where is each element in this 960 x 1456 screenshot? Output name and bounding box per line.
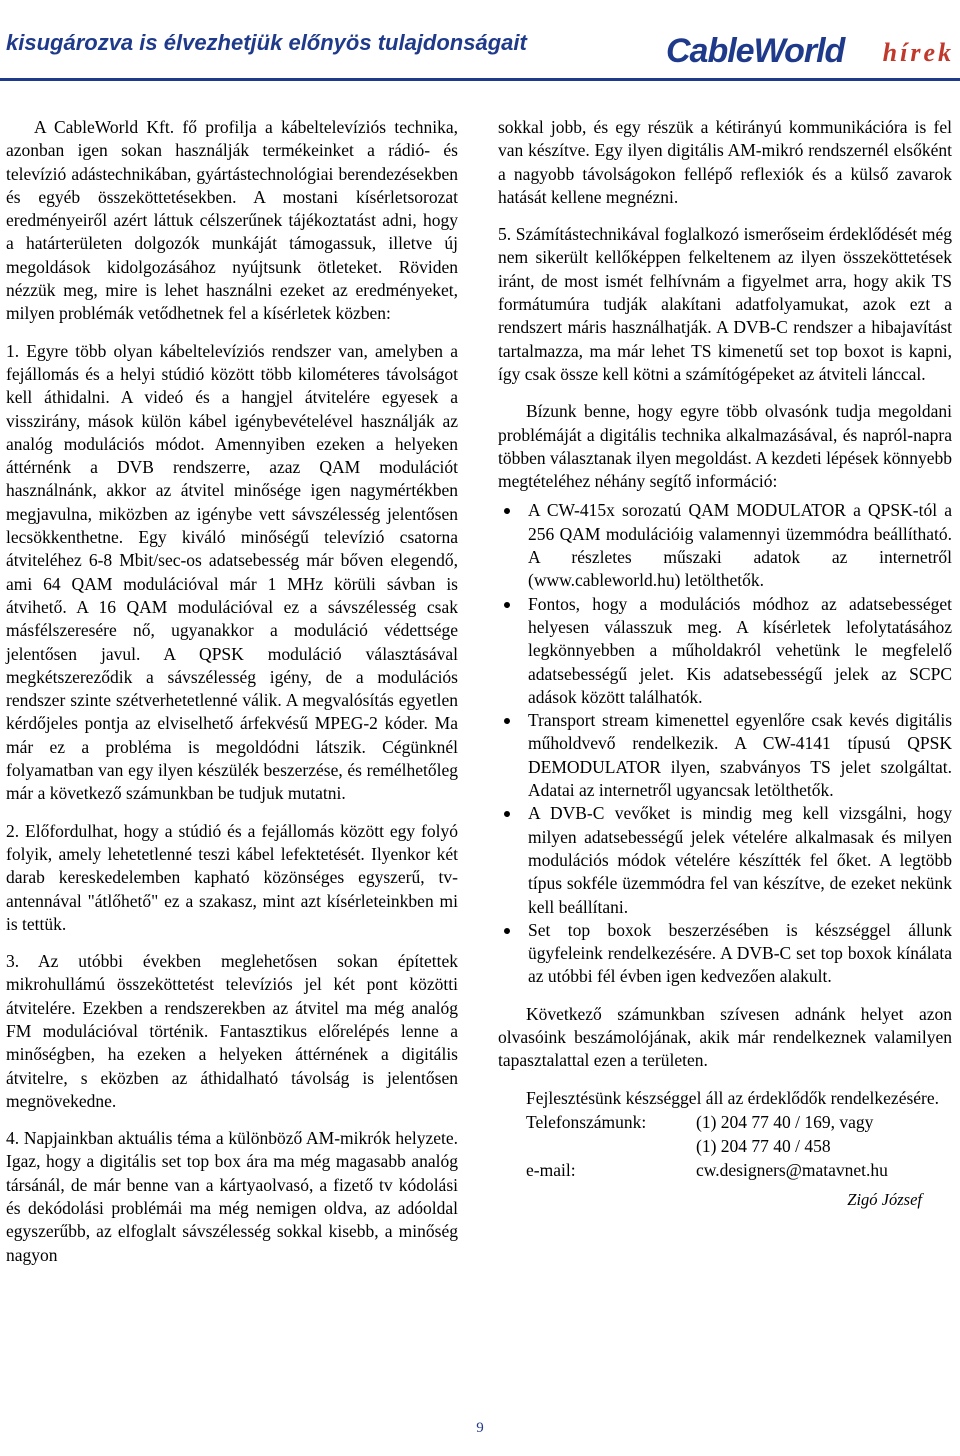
email-address: cw.designers@matavnet.hu	[696, 1159, 888, 1180]
paragraph-2: 2. Előfordulhat, hogy a stúdió és a fejállomás között egy folyó folyik, amely lehetetlenné teszi kábel lefektetését. Ilyenkor két darab kereskedelemben kapható közönséges egyszerű, tv-antennával "átlőhető" ez a szakasz, mint azt kísérleteinkben mi is tettük.	[6, 820, 458, 934]
list-item: Transport stream kimenettel egyenlőre csak kevés digitális műholdvevő rendelkezik. A CW-4141 típusú QPSK DEMODULATOR ilyen, szabványos TS jelet szolgáltat. Adatai az internetről ugyancsak letölthetők.	[498, 709, 952, 802]
list-item: Set top boxok beszerzésében is készséggel állunk ügyfeleink rendelkezésére. A DVB-C set top boxok kínálata az utóbbi fél évben igen kedvezően alakult.	[498, 919, 952, 989]
contact-block	[526, 1110, 952, 1182]
phone-number-1: (1) 204 77 40 / 169, vagy	[696, 1111, 874, 1132]
paragraph-5: 5. Számítástechnikával foglalkozó ismerőseim érdeklődését még nem sikerült kellőképpen felkeltenem az ilyen összeköttetések iránt, de most ismét felhívnám a figyelmet arra, hogy akik TS formátumúra tudják alakítani adatfolyamukat, azok ezt a rendszert máris használhatják. A DVB-C rendszer a hibajavítást tartalmazza, ma már lehet TS kimenetű set top boxot is kapni, így csak össze kell kötni a számítógépeket az átviteli lánccal.	[498, 224, 952, 384]
page-number: 9	[476, 1420, 484, 1436]
header-title: kisugározva is élvezhetjük előnyös tulajdonságait	[6, 30, 527, 55]
logo-main-text: CableWorld	[666, 32, 845, 70]
left-column	[6, 116, 458, 1267]
author-signature: Zigó József	[847, 1189, 922, 1209]
page-header	[0, 0, 960, 80]
intro-paragraph: A CableWorld Kft. fő profilja a kábeltelevíziós technika, azonban igen sokan használják termékeinket a rádió- és televízió adástechnikában, gyártástechnológiai berendezésekben és egyéb összeköttetésekben. A mostani kísérletsorozat eredményeiről azért láttuk célszerűnek tájékoztatást adni, hogy a határterületen dolgozók munkáját támogassuk, illetve új megoldások kidolgozásához nyújtsunk ötleteket. Röviden nézzük meg, mire is lehet használni ezeket az eredményeket, milyen problémák vetődhetnek fel a kísérletek közben:	[6, 117, 458, 324]
cableworld-logo	[666, 28, 956, 72]
email-row	[526, 1158, 952, 1182]
phone-row	[526, 1110, 952, 1134]
phone-number-2: (1) 204 77 40 / 458	[696, 1135, 831, 1156]
list-item: A CW-415x sorozatú QAM MODULATOR a QPSK-tól a 256 QAM modulációig valamennyi üzemmódra beállítható. A részletes műszaki adatok az internetről (www.cableworld.hu) letölthetők.	[498, 499, 952, 592]
phone-label: Telefonszámunk:	[526, 1111, 647, 1132]
header-rule	[0, 78, 960, 81]
phone-label-spacer	[526, 1134, 696, 1158]
paragraph-3: 3. Az utóbbi években meglehetősen sokan építettek mikrohullámú összeköttetést televíziós jel két pont közötti átvitelére. Ezekben a rendszerekben az átvitel ma még analóg FM modulációval történik. Fantasztikus előrelépés lenne a minőségben, ha ezeken a helyeken áttérnének a digitális átvitelre, s eközben az áthidalható távolság is jelentősen megnövekedne.	[6, 951, 458, 1111]
logo-sub-text: hírek	[882, 38, 954, 67]
info-bullet-list	[498, 499, 952, 988]
paragraph-4: 4. Napjainkban aktuális téma a különböző AM-mikrók helyzete. Igaz, hogy a digitális set top box ára ma még magasabb analóg társánál, de már benne van a kártyaolvasó, a fizető tv kódolási és dekódolási problémái ma még nemigen oldva, az adóoldal egyszerűbb, az elfoglalt sávszélesség sokkal kisebb, a minőség nagyon	[6, 1128, 458, 1265]
email-label: e-mail:	[526, 1159, 576, 1180]
paragraph-kovetkezo: Következő számunkban szívesen adnánk helyet azon olvasóink beszámolójának, akik már rendelkeznek valamilyen tapasztalattal ezen a területen.	[498, 1003, 952, 1071]
paragraph-fejlesztesunk: Fejlesztésünk készséggel áll az érdeklődők rendelkezésére.	[526, 1087, 940, 1108]
right-column	[498, 116, 952, 1211]
list-item: A DVB-C vevőket is mindig meg kell vizsgálni, hogy milyen adatsebességű jelek vételére alkalmasak és milyen modulációs módok vételére készítték fel őket. A legtöbb típus sokféle üzemmódra fel van készítve, de ezeket nekünk kell beállítani.	[498, 802, 952, 918]
paragraph-bizunk: Bízunk benne, hogy egyre több olvasónk tudja megoldani problémáját a digitális technika alkalmazásával, és napról-napra többen választanak ilyen megoldást. A kezdeti lépések könnyebb megtételéhez néhány segítő információ:	[498, 401, 952, 492]
paragraph-4-continued: sokkal jobb, és egy részük a kétirányú kommunikációra is fel van készítve. Egy ilyen digitális AM-mikró rendszernél elsőként a nagyobb távolságokon fellépő reflexiók és a külső zavarok hatását kellene megnézni.	[498, 117, 952, 207]
list-item: Fontos, hogy a modulációs módhoz az adatsebességet helyesen válasszuk meg. A kísérletek lefolytatásához legkönnyebben a műholdakról vehetünk le megfelelő adatsebességű jelet. Kis adatsebességű jelek az SCPC adások között találhatók.	[498, 593, 952, 709]
phone-row-2	[526, 1134, 952, 1158]
paragraph-1: 1. Egyre több olyan kábeltelevíziós rendszer van, amelyben a fejállomás és a helyi stúdió között több kilométeres távolságot kell áthidalni. A videó és a hangjel átvitelére egyesek a visszirány, mások külön kábel igénybevételével használják az analóg modulációs módot. Amennyiben ezeken a helyeken áttérnénk a DVB rendszerre, azaz QAM modulációt használnánk, akkor az átvitel minősége igen nagymértékben megjavulna, miközben az igénybe vett sávszélesség jelentősen lecsökkenthetne. Egy kiváló minőségű televízió csatorna átviteléhez 6-8 Mbit/sec-os adatsebesség már bőven elegendő, ami 64 QAM modulációval már 1 MHz körüli sávban is átvihető. A 16 QAM modulációval ez a sávszélesség csak másfélszeresére nő, ugyanakkor a moduláció védettsége jelentősen javul. A QPSK moduláció választásával megkétszereződik a sávszélesség igény, de a modulációs rendszer szinte szétverhetetlenné válik. A megvalósítás egyetlen kérdőjeles pontja az elviselhető árfekvésű MPEG-2 kóder. Ma már ez a probléma is megoldódni látszik. Cégünknél folyamatban van egy ilyen készülék beszerzése, és remélhetőleg már a következő számunkban be tudjuk mutatni.	[6, 340, 458, 804]
